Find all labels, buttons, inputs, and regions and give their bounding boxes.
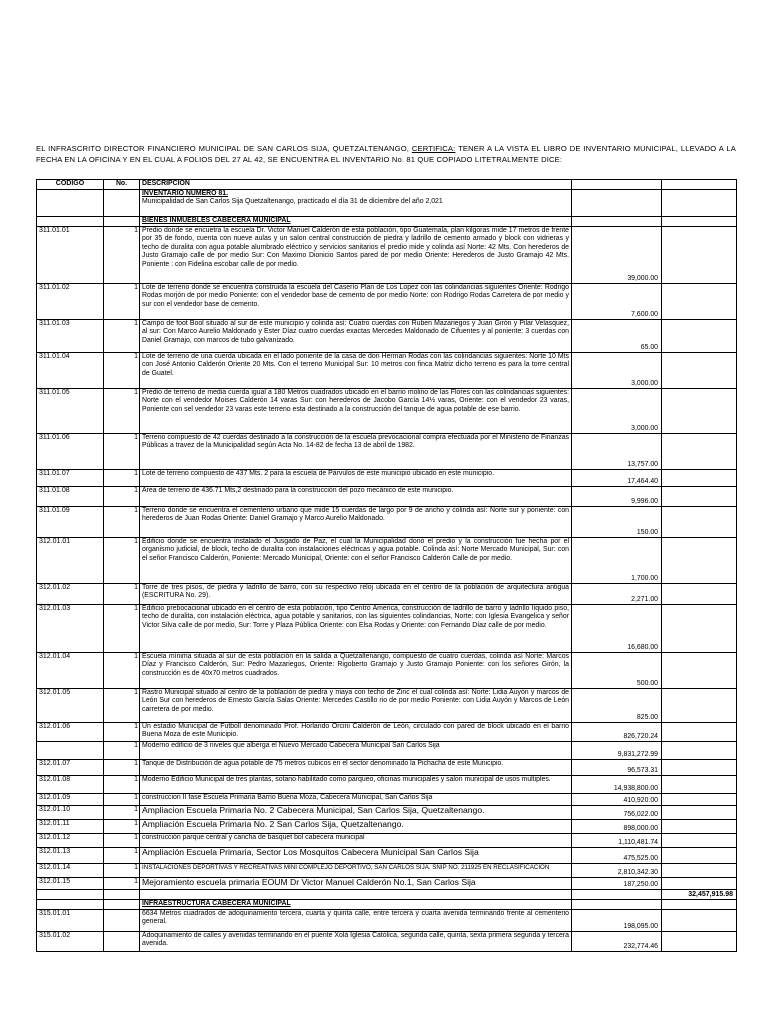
empty-cell <box>662 605 737 653</box>
item-quantity: 1 <box>104 353 140 389</box>
empty-cell <box>662 227 737 284</box>
item-description: Predio de terreno de media cuerda igual a 180 Metros cuadrados ubicado en el barrio molino de las Flores con las colindancias siguientes: Norte con el vendedor Moises Calderón 14 varas Sur: con herederos de Jacobo García 14½ varas, Oriente: con el vendedor 23 varas, Poniente con sel vendedor 23 varas este terreno esta destinado a la construcción del tanque de agua potable de ese barrio. <box>140 389 572 434</box>
item-amount: 898,000.00 <box>572 820 662 834</box>
item-description: construcción parque central y cancha de basquet bol cabecera municipal <box>140 834 572 848</box>
item-amount: 187,250.00 <box>572 878 662 890</box>
header-codigo: CODIGO <box>37 180 104 190</box>
table-row <box>37 742 737 760</box>
inventory-subtitle: Municipalidad de San Carlos Sija Quetzaltenango, practicado el día 31 de diciembre del año 2,021 <box>142 198 443 206</box>
item-quantity: 1 <box>104 389 140 434</box>
header-blank-2 <box>662 180 737 190</box>
empty-cell <box>104 900 140 910</box>
table-header-row <box>37 180 737 190</box>
empty-cell <box>662 723 737 742</box>
item-code: 311.01.03 <box>37 320 104 353</box>
item-description: 6634 Metros cuadrados de adoquinamiento tercera, cuarta y quinta calle, entre tercera y cuarta avenida terminando frente al cementerio general. <box>140 910 572 932</box>
table-row <box>37 776 737 794</box>
item-description: Mejoramiento escuela primaria EOUM Dr Victor Manuel Calderón No.1, San Carlos Sija <box>140 878 572 890</box>
item-code: 315.01.02 <box>37 932 104 952</box>
item-code: 312.01.08 <box>37 776 104 794</box>
item-amount: 9,831,272.99 <box>572 742 662 760</box>
table-row <box>37 470 737 487</box>
item-description: Terreno compuesto de 42 cuerdas destinado a la construcción de la escuela prevocacional compra efectuada por el Ministerio de Finanzas Públicas a travez de la Municipalidad según Acta No. 14-82 de fecha 13 de abril de 1982. <box>140 434 572 470</box>
item-code: 311.01.09 <box>37 507 104 538</box>
empty-cell <box>572 217 662 227</box>
item-amount: 3,000.00 <box>572 353 662 389</box>
table-row <box>37 487 737 507</box>
item-amount: 3,000.00 <box>572 389 662 434</box>
item-quantity: 1 <box>104 834 140 848</box>
item-description: Torre de tres pisos, de piedra y ladrillo de barro, con su respectivo reloj ubicada en el centro de la población de arquitectura antigua (ESCRITURA No. 29). <box>140 584 572 605</box>
table-row <box>37 434 737 470</box>
empty-cell <box>662 353 737 389</box>
item-code: 312.01.01 <box>37 538 104 584</box>
table-row <box>37 848 737 864</box>
item-description: Lote de terreno de una cuerda ubicada en el lado poniente de la casa de don Herman Rodas con las colindancias siguientes: Norte 10 Mts con José Antonio Calderón Oriente 20 Mts. Con el terreno Municipal Sur: 10 metros con finca Matriz dicho terreno es para la torre central de Guatel. <box>140 353 572 389</box>
item-amount: 150.00 <box>572 507 662 538</box>
empty-cell <box>104 890 140 900</box>
item-quantity: 1 <box>104 689 140 723</box>
item-code: 311.01.05 <box>37 389 104 434</box>
item-amount: 14,938,800.00 <box>572 776 662 794</box>
item-description: Escuela mínima situada al sur de esta población en la salida a Quetzaltenango, compuesto de cuatro cuerdas, colinda así Norte: Marcos Díaz y Francisco Calderón, Sur: Pedro Mazariegos, Oriente: Rigoberto Gramajo y Justo Gramajo Poniente: con los señores Girón, la construcción es de 40x70 metros cuadrados. <box>140 653 572 689</box>
table-row <box>37 507 737 538</box>
empty-cell <box>662 653 737 689</box>
item-description: Tanque de Distribución de agua potable de 75 metros cubicos en el sector denominado la Pichacha de este Municipio. <box>140 760 572 776</box>
intro-text-1: EL INFRASCRITO DIRECTOR FINANCIERO MUNICIPAL DE SAN CARLOS SIJA, QUETZALTENANGO, <box>36 144 412 153</box>
item-quantity: 1 <box>104 227 140 284</box>
item-quantity: 1 <box>104 760 140 776</box>
table-row <box>37 605 737 653</box>
empty-cell <box>37 217 104 227</box>
item-code: 315.01.01 <box>37 910 104 932</box>
item-description: Adoquinamiento de calles y avenidas terminando en el puente Xolá Iglesia Católica, segunda calle, quinta, sexta primera segunda y tercera avenida. <box>140 932 572 952</box>
item-quantity: 1 <box>104 507 140 538</box>
section-bienes-inmuebles-cell <box>140 217 572 227</box>
item-code: 312.01.07 <box>37 760 104 776</box>
intro-text-2: TENER A LA VISTA EL LIBRO DE INVENTARIO MUNICIPAL, LLEVADO A LA FECHA EN LA OFICINA Y EN EL CUAL A FOLIOS DEL 27 AL 42, SE ENCUENTRA EL INVENTARIO No. 81 QUE COPIADO LITETRALMENTE DICE: <box>36 144 736 164</box>
item-quantity: 1 <box>104 723 140 742</box>
empty-cell <box>662 742 737 760</box>
item-amount: 9,996.00 <box>572 487 662 507</box>
item-code: 311.01.06 <box>37 434 104 470</box>
empty-cell <box>662 776 737 794</box>
item-quantity: 1 <box>104 776 140 794</box>
item-code: 312.01.14 <box>37 864 104 878</box>
empty-cell <box>662 794 737 806</box>
table-row <box>37 584 737 605</box>
empty-cell <box>662 848 737 864</box>
empty-cell <box>662 910 737 932</box>
item-code: 312.01.13 <box>37 848 104 864</box>
item-description: Ampliacion Escuela Primaria No. 2 Cabecera Municipal, San Carlos Sija, Quetzaltenango. <box>140 806 572 820</box>
item-description: Ampliación Escuela Primaria, Sector Los Mosquitos Cabecera Municipal San Carlos Sija <box>140 848 572 864</box>
empty-cell <box>662 760 737 776</box>
table-row <box>37 353 737 389</box>
item-amount: 13,757.00 <box>572 434 662 470</box>
item-quantity: 1 <box>104 434 140 470</box>
item-code: 312.01.11 <box>37 820 104 834</box>
item-amount: 756,022.00 <box>572 806 662 820</box>
empty-cell <box>572 900 662 910</box>
table-row <box>37 723 737 742</box>
item-description: Un estadio Municipal de Futboll denominado Prof. Horlando Orcini Calderón de León, circulado con pared de block ubicado en el barrio Buena Moza de este Municipio. <box>140 723 572 742</box>
empty-cell <box>662 320 737 353</box>
item-quantity <box>104 932 140 952</box>
section-infraestructura-title: INFRAESTRUCTURA CABECERA MUNICIPAL <box>142 900 291 907</box>
item-code: 312.01.04 <box>37 653 104 689</box>
section-bienes-inmuebles-title: BIENES INMUEBLES CABECERA MUNICIPAL <box>142 217 291 224</box>
item-description: Moderno edificio de 3 niveles que alberga el Nuevo Mercado Cabecera Municipal San Carlos Sija <box>140 742 572 760</box>
item-quantity: 1 <box>104 653 140 689</box>
section-infraestructura-cell <box>140 900 572 910</box>
item-amount: 410,920.00 <box>572 794 662 806</box>
item-quantity: 1 <box>104 284 140 320</box>
empty-cell <box>104 217 140 227</box>
item-description: INSTALACIONES DEPORTIVAS Y RECREATIVAS MINI COMPLEJO DEPORTIVO, SAN CARLOS SIJA. SNIP NO. 211925 EN RECLASIFICACION <box>140 864 572 878</box>
empty-cell <box>662 900 737 910</box>
empty-cell <box>662 487 737 507</box>
inventory-title: INVENTARIO NUMERO 81. <box>142 190 229 197</box>
header-descripcion: DESCRIPCION <box>140 180 572 190</box>
item-quantity: 1 <box>104 320 140 353</box>
item-quantity <box>104 910 140 932</box>
table-row <box>37 878 737 890</box>
table-row <box>37 284 737 320</box>
item-description: Lote de terreno donde se encuentra construida la escuela del Caserío Plan de Los Lopez con las colindancias siguientes Oriente: Rodrigo Rodas morjón de por medio Poniente: con el vendedor base de cemento de por medio Norte: con Rodrigo Rodas Carretera de por medio y sur con el vendedor base de cemento. <box>140 284 572 320</box>
item-code: 311.01.01 <box>37 227 104 284</box>
item-amount: 1,700.00 <box>572 538 662 584</box>
empty-cell <box>662 878 737 890</box>
table-row <box>37 760 737 776</box>
empty-cell <box>662 932 737 952</box>
item-code: 312.01.10 <box>37 806 104 820</box>
item-amount: 17,464.40 <box>572 470 662 487</box>
table-row <box>37 932 737 952</box>
item-code: 312.01.12 <box>37 834 104 848</box>
item-code: 312.01.05 <box>37 689 104 723</box>
item-description: Moderno Edificio Municipal de tres plantas, sotano habilitado como parqueo, oficinas municipales y salon municipal de usos multiples. <box>140 776 572 794</box>
table-row <box>37 910 737 932</box>
empty-cell <box>37 890 104 900</box>
table-row <box>37 320 737 353</box>
item-amount: 232,774.46 <box>572 932 662 952</box>
item-quantity: 1 <box>104 794 140 806</box>
item-code: 312.01.15 <box>37 878 104 890</box>
item-quantity: 1 <box>104 470 140 487</box>
item-description: Edificio prebocacional ubicado en el centro de esta población, tipo Centro America, construcción de ladrillo de barro y ladrillo líquido piso, techo de duralita, con instalación eléctrica, agua potable y sanitarios, con las siguientes colindancias, Norte: con Iglesia Evangelica y señor Victor Silva calle de por medio, Sur: Torre y Plaza Pública Oriente: con Elsa Rodas y Oriente: con Fernando Díaz calle de por medio. <box>140 605 572 653</box>
table-row <box>37 864 737 878</box>
header-no: No. <box>104 180 140 190</box>
inventory-table <box>36 179 737 952</box>
empty-cell <box>662 834 737 848</box>
inventory-title-cell <box>140 190 572 217</box>
item-amount: 7,600.00 <box>572 284 662 320</box>
table-row <box>37 689 737 723</box>
table-row <box>37 389 737 434</box>
item-description: Terreno donde se encuentra el cementerio urbano que mide 15 cuerdas de largo por 9 de ancho y colinda así: Norte sur y poniente: con herederos de Juan Rodas Oriente: Daniel Gramajo y Marco Aurelio Maldonado. <box>140 507 572 538</box>
table-row <box>37 538 737 584</box>
empty-cell <box>662 389 737 434</box>
item-quantity: 1 <box>104 742 140 760</box>
table-row <box>37 806 737 820</box>
item-amount: 825.00 <box>572 689 662 723</box>
section-total: 32,457,915.98 <box>662 890 737 900</box>
item-quantity: 1 <box>104 806 140 820</box>
item-description: Ampliación Escuela Primaria No. 2 San Carlos Sija, Quetzaltenango. <box>140 820 572 834</box>
table-row <box>37 820 737 834</box>
certifica-word: CERTIFICA: <box>411 144 456 153</box>
total-row <box>37 890 737 900</box>
empty-cell <box>662 284 737 320</box>
item-description: Predio donde se encuetra la escuela Dr. Victor Manuel Calderón de esta población, tipo Guatemala, plan kilgoras mide 17 metros de frente por 35 de fondo, cuenta con nueve aulas y un salon central construcción de piedra y ladrillo de cemento armado y block con vidrieras y techo de duralita con agua potable alumbrado eléctrico y servicios sanitarios el predio mide y colinda así Norte: 42 Mts. Con herederos de Justo Gramajo calle de por medio Sur: Con Maximo Dionicio Santos pared de por medio Oriente: Herederos de Justo Gramajo 42 Mts. Poniente : con Fidelina escobar calle de por medio. <box>140 227 572 284</box>
item-code: 312.01.09 <box>37 794 104 806</box>
item-description: Lote de terreno compuesto de 437 Mts. 2 para la escuela de Párvulos de este municipio ubicado en este municipio. <box>140 470 572 487</box>
empty-cell <box>662 584 737 605</box>
empty-cell <box>572 890 662 900</box>
empty-cell <box>662 507 737 538</box>
empty-cell <box>662 217 737 227</box>
empty-cell <box>662 434 737 470</box>
item-description: Area de terreno de 436.71 Mts,2 destinado para la construcción del pozo mecánico de este municipio. <box>140 487 572 507</box>
inventory-title-row <box>37 190 737 217</box>
item-quantity: 1 <box>104 584 140 605</box>
item-amount: 39,000.00 <box>572 227 662 284</box>
empty-cell <box>662 538 737 584</box>
item-code: 311.01.04 <box>37 353 104 389</box>
item-code <box>37 742 104 760</box>
item-amount: 198,095.00 <box>572 910 662 932</box>
empty-cell <box>662 864 737 878</box>
item-quantity: 1 <box>104 605 140 653</box>
empty-cell <box>662 689 737 723</box>
item-description: Edificio donde se encuentra instalado el Jusgado de Paz, el cual la Municipalidad donó el predio y la construcción fue hecha por el organismo judicial, de block, techo de duralita con instalaciones eléctricas y agua potable. Colinda así: Norte Mercado Municipal, Sur: con el señor Francisco Calderón, Poniente: Mercado Municipal, Oriente: con el señor Francisco Calderón Calle de por medio. <box>140 538 572 584</box>
empty-cell <box>662 470 737 487</box>
item-amount: 96,573.31 <box>572 760 662 776</box>
item-quantity: 1 <box>104 538 140 584</box>
item-amount: 16,680.00 <box>572 605 662 653</box>
item-amount: 475,525.00 <box>572 848 662 864</box>
item-amount: 2,810,342.30 <box>572 864 662 878</box>
item-quantity: 1 <box>104 848 140 864</box>
item-code: 311.01.02 <box>37 284 104 320</box>
item-amount: 2,271.00 <box>572 584 662 605</box>
header-blank-1 <box>572 180 662 190</box>
table-row <box>37 794 737 806</box>
item-amount: 65.00 <box>572 320 662 353</box>
item-amount: 826,720.24 <box>572 723 662 742</box>
item-code: 312.01.02 <box>37 584 104 605</box>
item-code: 312.01.06 <box>37 723 104 742</box>
empty-cell <box>662 820 737 834</box>
table-row <box>37 227 737 284</box>
empty-cell <box>662 806 737 820</box>
section-bienes-inmuebles-row <box>37 217 737 227</box>
table-row <box>37 653 737 689</box>
item-quantity: 1 <box>104 820 140 834</box>
item-code: 311.01.07 <box>37 470 104 487</box>
item-amount: 500.00 <box>572 653 662 689</box>
certification-intro <box>36 144 736 165</box>
item-quantity: 1 <box>104 878 140 890</box>
item-quantity: 1 <box>104 487 140 507</box>
item-description: Campo de foot Bool situado al sur de este municipio y colinda así: Cuatro cuerdas con Ruben Mazariegos y Juan Girón y Pilar Velasquez, al sur: Con Marco Aurelio Maldonado y Ester Díaz cuatro cuerdas exactas Mercedes Maldonado de Cifuentes y al poniente: 3 cuerdas con Daniel Gramajo, con marcos de tubo galvanizado. <box>140 320 572 353</box>
section-infraestructura-row <box>37 900 737 910</box>
item-description: Rastro Municipal situado al centro de la población de piedra y maya con techo de Zinc el cual colinda así: Norte: Lidia Auyón y marcos de León Sur con herederos de Ernesto García Salas Oriente: Mercedes Castillo rio de por medio Poniente: con Lidia Auyón y Marcos de León carretera de por medio. <box>140 689 572 723</box>
empty-cell <box>37 900 104 910</box>
table-row <box>37 834 737 848</box>
item-description: construccion II fase Escuela Primaria Barrio Buena Moza, Cabecera Municipal, San Carlos Sija <box>140 794 572 806</box>
empty-cell <box>140 890 572 900</box>
item-amount: 1,110,481.74 <box>572 834 662 848</box>
item-code: 311.01.08 <box>37 487 104 507</box>
item-quantity: 1 <box>104 864 140 878</box>
item-code: 312.01.03 <box>37 605 104 653</box>
